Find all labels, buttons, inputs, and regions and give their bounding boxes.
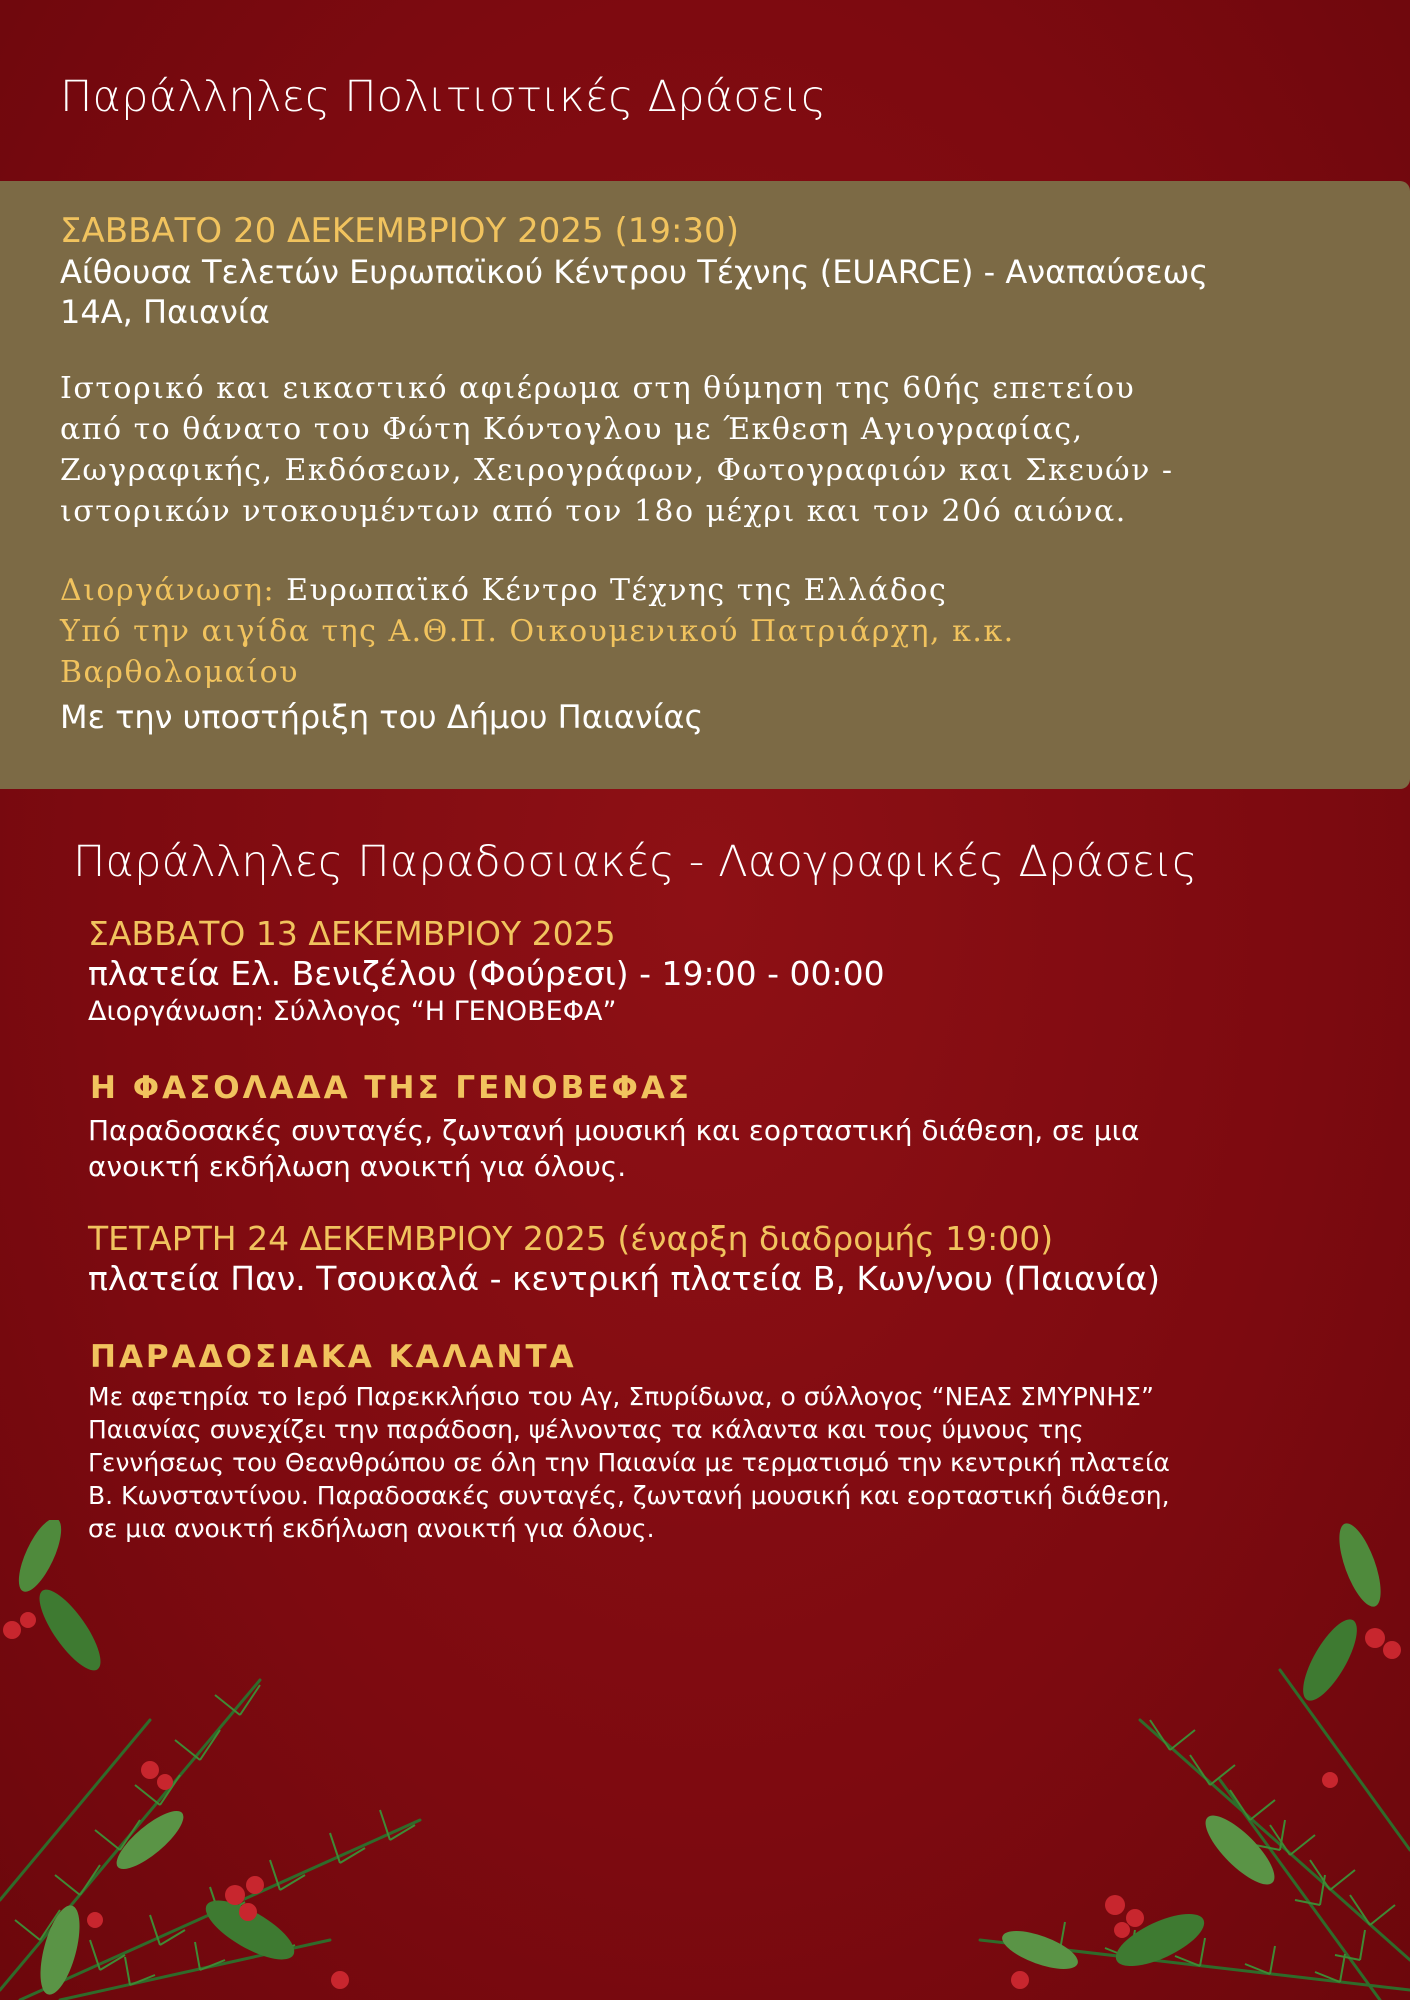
folklore-event1-place: πλατεία Ελ. Βενιζέλου (Φούρεσι) - 19:00 - 00:00 [88,954,885,993]
folklore-event2-description-line: Γεννήσεως του Θεανθρώπου σε όλη την Παιανία με τερματισμό την κεντρική πλατεία [88,1448,1170,1477]
cultural-event-patronage-line2: Βαρθολομαίου [60,655,299,690]
cultural-event-venue-line1: Αίθουσα Τελετών Ευρωπαϊκού Κέντρου Τέχνης (EUARCE) - Αναπαύσεως [60,253,1209,291]
folklore-event1-date: ΣΑΒΒΑΤΟ 13 ΔΕΚΕΜΒΡΙΟΥ 2025 [88,914,616,953]
folklore-event1-organizer: Διοργάνωση: Σύλλογος “Η ΓΕΝΟΒΕΦΑ” [88,996,617,1027]
cultural-event-description-line: ιστορικών ντοκουμέντων από τον 18ο μέχρι και τον 20ό αιώνα. [60,494,1127,529]
cultural-event-panel [0,181,1410,789]
cultural-event-support: Με την υποστήριξη του Δήμου Παιανίας [60,698,704,736]
organizer-label: Διοργάνωση: [60,573,276,608]
folklore-section-title: Παράλληλες Παραδοσιακές - Λαογραφικές Δράσεις [73,837,1198,887]
organizer-value: Ευρωπαϊκό Κέντρο Τέχνης της Ελλάδος [286,573,948,608]
folklore-event2-date: ΤΕΤΑΡΤΗ 24 ΔΕΚΕΜΒΡΙΟΥ 2025 (έναρξη διαδρομής 19:00) [88,1219,1054,1258]
folklore-event2-description-line: Παιανίας συνεχίζει την παράδοση, ψέλνοντας τα κάλαντα και τους ύμνους της [88,1415,1084,1444]
folklore-event1-description-line: Παραδοσακές συνταγές, ζωντανή μουσική και εορταστική διάθεση, σε μια [88,1114,1140,1147]
cultural-event-description-line: από το θάνατο του Φώτη Κόντογλου με Έκθεση Αγιογραφίας, [60,412,1084,447]
folklore-event2-description-line: Με αφετηρία το Ιερό Παρεκκλήσιο του Αγ, Σπυρίδωνα, ο σύλλογος “ΝΕΑΣ ΣΜΥΡΝΗΣ” [88,1382,1154,1411]
holly-branches-right-decoration [860,1520,1410,2000]
folklore-event2-description-line: Β. Κωνσταντίνου. Παραδοσακές συνταγές, ζωντανή μουσική και εορταστική διάθεση, [88,1481,1170,1510]
cultural-event-description-line: Ζωγραφικής, Εκδόσεων, Χειρογράφων, Φωτογραφιών και Σκευών - [60,453,1174,488]
folklore-event1-description-line: ανοικτή εκδήλωση ανοικτή για όλους. [88,1150,627,1183]
folklore-event2-heading: ΠΑΡΑΔΟΣΙΑΚΑ ΚΑΛΑΝΤΑ [90,1339,577,1375]
folklore-event1-heading: Η ΦΑΣΟΛΑΔΑ ΤΗΣ ΓΕΝΟΒΕΦΑΣ [90,1070,692,1106]
cultural-event-venue-line2: 14Α, Παιανία [60,293,270,331]
cultural-event-patronage-line1: Υπό την αιγίδα της Α.Θ.Π. Οικουμενικού Πατριάρχη, κ.κ. [60,614,1015,649]
cultural-event-description-line: Ιστορικό και εικαστικό αφιέρωμα στη θύμηση της 60ής επετείου [60,371,1136,406]
folklore-event2-place: πλατεία Παν. Τσουκαλά - κεντρική πλατεία Β, Κων/νου (Παιανία) [88,1259,1161,1298]
cultural-event-date: ΣΑΒΒΑΤΟ 20 ΔΕΚΕΜΒΡΙΟΥ 2025 (19:30) [60,211,739,251]
cultural-section-title: Παράλληλες Πολιτιστικές Δράσεις [60,72,827,122]
holly-branches-left-decoration [0,1520,520,2000]
cultural-event-organizer [60,573,947,608]
folklore-event2-description-line: σε μια ανοικτή εκδήλωση ανοικτή για όλους. [88,1514,655,1543]
